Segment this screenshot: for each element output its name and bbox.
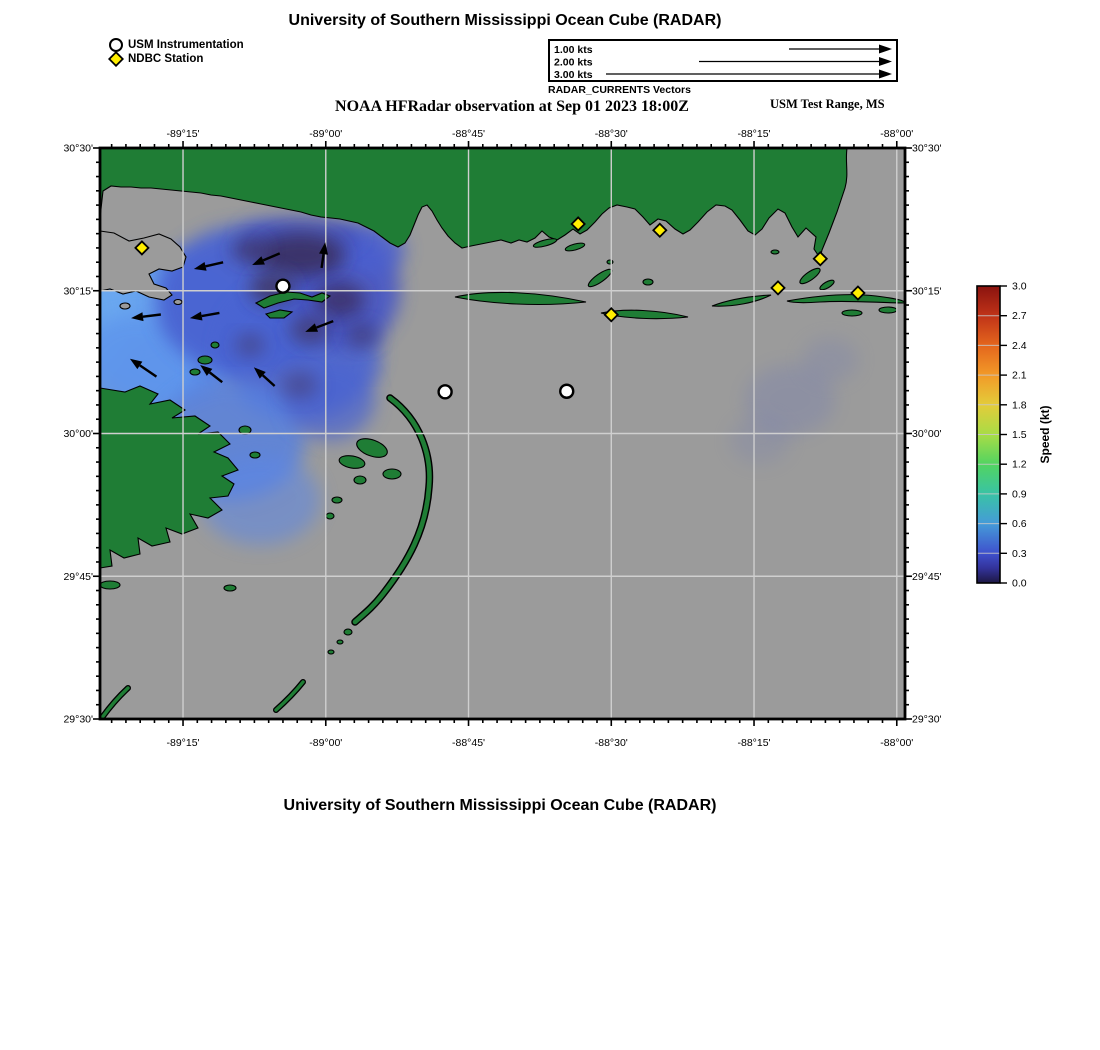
colorbar-label: Speed (kt) [1038,405,1052,464]
usm-instrument-marker [276,280,289,293]
vector-scale-label: 2.00 kts [554,56,593,69]
x-tick-label: -89°15' [166,128,200,140]
observation-subtitle: NOAA HFRadar observation at Sep 01 2023 18:00Z [335,98,689,115]
colorbar [977,281,1052,590]
marsh-islet [250,452,260,458]
chandeleur-dot [332,497,342,503]
speed-patch [255,233,345,277]
y-tick-label: 29°45' [912,570,942,583]
speed-patch [730,416,790,464]
islet [643,279,653,285]
x-tick-label: -89°00' [309,128,343,140]
y-tick-label: 29°30' [912,713,942,726]
islet [842,310,862,316]
x-tick-label: -89°15' [166,737,200,749]
colorbar-tick-label: 0.9 [1012,488,1027,501]
y-tick-label: 30°30' [912,142,942,155]
speed-patch [802,338,858,382]
x-tick-label: -88°30' [594,737,628,749]
islet [174,300,182,305]
legend-label-usm: USM Instrumentation [128,39,244,51]
test-range-label: USM Test Range, MS [770,97,885,111]
marsh-islet [190,369,200,375]
x-tick-label: -88°00' [880,737,914,749]
y-tick-label: 30°30' [63,142,93,155]
chandeleur-dot [344,629,352,635]
colorbar-tick-label: 1.8 [1012,399,1027,412]
x-tick-label: -88°30' [594,128,628,140]
page-title: University of Southern Mississippi Ocean Cube (RADAR) [288,12,722,29]
speed-patch [282,372,318,398]
y-tick-label: 30°15' [63,285,93,298]
colorbar-tick-label: 3.0 [1012,280,1027,293]
islet [607,260,613,264]
x-tick-label: -88°00' [880,128,914,140]
chandeleur-dot [326,513,334,519]
colorbar-tick-label: 0.0 [1012,577,1027,590]
marsh-islet [211,342,219,348]
footer-title: University of Southern Mississippi Ocean Cube (RADAR) [283,797,717,814]
speed-patch [232,238,268,262]
colorbar-tick-label: 1.5 [1012,429,1027,441]
x-tick-label: -89°00' [309,737,343,749]
x-tick-label: -88°15' [737,128,771,140]
speed-patch [346,323,378,347]
colorbar-tick-label: 0.6 [1012,518,1027,531]
speed-patch [362,361,380,377]
x-tick-label: -88°15' [737,737,771,749]
vector-scale-label: 1.00 kts [554,43,593,56]
y-tick-label: 29°45' [63,570,93,583]
chandeleur-dot [337,640,343,644]
vector-scale-caption: RADAR_CURRENTS Vectors [548,84,691,96]
x-tick-label: -88°45' [451,737,486,749]
vector-scale-label: 3.00 kts [554,68,593,80]
marsh-islet [100,581,120,589]
speed-patch [236,335,264,355]
colorbar-tick-label: 2.1 [1012,369,1027,382]
colorbar-tick-label: 0.3 [1012,547,1027,560]
chandeleur-dot [328,650,334,654]
colorbar-tick-label: 2.7 [1012,310,1027,323]
y-tick-label: 30°00' [912,428,942,440]
y-tick-label: 30°15' [912,285,942,298]
islet [120,303,130,309]
chandeleur-marsh [354,476,366,484]
colorbar-tick-label: 2.4 [1012,339,1027,352]
y-tick-label: 30°00' [63,428,93,440]
marsh-islet [224,585,236,591]
islet [879,307,897,313]
islet [771,250,779,254]
y-tick-label: 29°30' [63,713,93,726]
colorbar-tick-label: 1.2 [1012,458,1027,471]
marsh-islet [198,356,212,364]
legend-label-ndbc: NDBC Station [128,53,204,65]
usm-instrument-marker [439,385,452,398]
chandeleur-marsh [383,469,401,479]
usm-instrument-marker [560,385,573,398]
x-tick-label: -88°45' [451,128,486,140]
speed-patch [285,360,375,440]
